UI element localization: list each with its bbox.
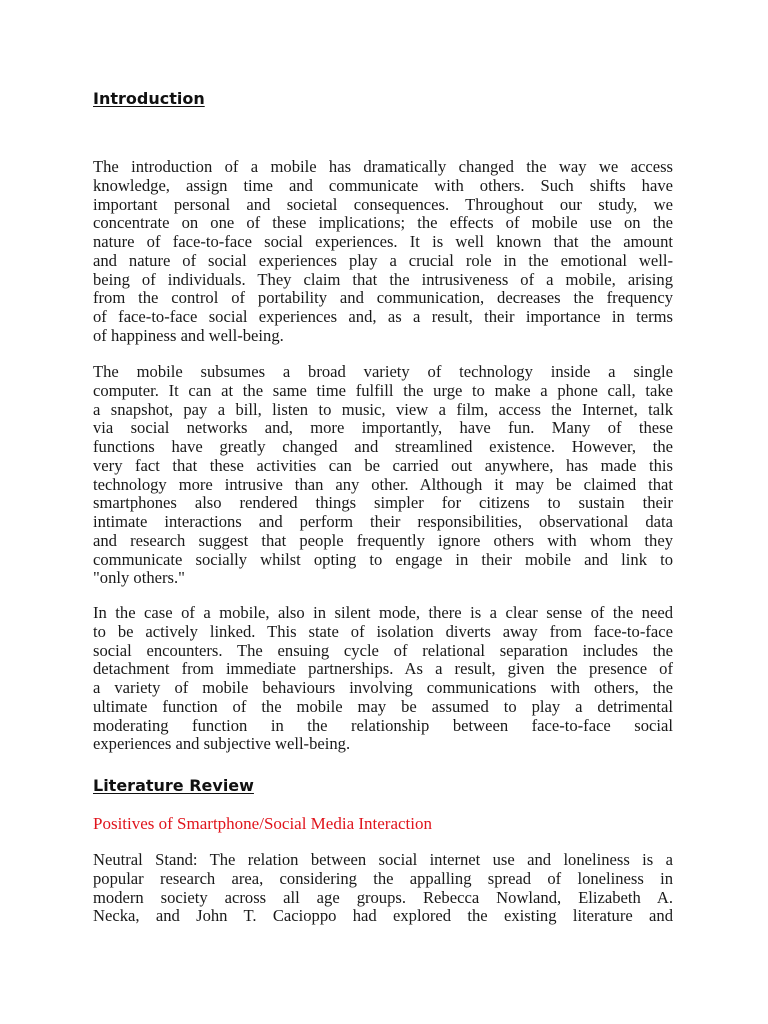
paragraph-intro-1 — [93, 158, 673, 346]
paragraph-intro-2 — [93, 363, 673, 588]
text-line: communicate socially whilst opting to engage in their mobile and link to — [93, 549, 673, 569]
text-line: nature of face-to-face social experiences. It is well known that the amount — [93, 232, 673, 251]
text-line: being of individuals. They claim that the intrusiveness of a mobile, arising — [93, 269, 673, 289]
text-line: "only others." — [93, 568, 185, 588]
text-line: to be actively linked. This state of isolation diverts away from face-to-face — [93, 621, 673, 641]
text-line: popular research area, considering the appalling spread of loneliness in — [93, 868, 673, 888]
text-line: of face-to-face social experiences and, as a result, their importance in terms — [93, 307, 673, 326]
text-line: very fact that these activities can be carried out anywhere, has made this — [93, 455, 673, 475]
text-line: of happiness and well-being. — [93, 325, 284, 345]
paragraph-intro-3 — [93, 604, 673, 754]
text-line: social encounters. The ensuing cycle of relational separation includes the — [93, 640, 673, 660]
text-line: and nature of social experiences play a crucial role in the emotional well- — [93, 250, 673, 270]
heading-literature-review: Literature Review — [93, 776, 254, 795]
text-line: experiences and subjective well-being. — [93, 734, 351, 754]
text-line: In the case of a mobile, also in silent mode, there is a clear sense of the need — [93, 603, 673, 622]
text-line: concentrate on one of these implications; the effects of mobile use on the — [93, 213, 673, 233]
text-line: from the control of portability and communication, decreases the frequency — [93, 288, 673, 308]
text-line: Neutral Stand: The relation between social internet use and loneliness is a — [93, 850, 673, 869]
text-line: The introduction of a mobile has dramatically changed the way we access — [93, 157, 673, 176]
subheading-positives: Positives of Smartphone/Social Media Interaction — [93, 814, 432, 833]
paragraph-neutral-stand — [93, 851, 673, 926]
text-line: technology more intrusive than any other. Although it may be claimed that — [93, 474, 673, 494]
text-line: computer. It can at the same time fulfill the urge to make a phone call, take — [93, 380, 673, 400]
text-line: moderating function in the relationship between face-to-face social — [93, 715, 673, 735]
text-line: a variety of mobile behaviours involving communications with others, the — [93, 678, 673, 697]
text-line: ultimate function of the mobile may be assumed to play a detrimental — [93, 696, 673, 716]
text-line: and research suggest that people frequently ignore others with whom they — [93, 530, 673, 550]
text-line: functions have greatly changed and streamlined existence. However, the — [93, 437, 673, 456]
text-line: a snapshot, pay a bill, listen to music, view a film, access the Internet, talk — [93, 399, 673, 419]
text-line: knowledge, assign time and communicate with others. Such shifts have — [93, 175, 673, 195]
text-line: The mobile subsumes a broad variety of technology inside a single — [93, 362, 673, 381]
heading-introduction: Introduction — [93, 89, 205, 108]
text-line: detachment from immediate partnerships. As a result, given the presence of — [93, 659, 673, 679]
text-line: via social networks and, more importantly, have fun. Many of these — [93, 418, 673, 438]
text-line: smartphones also rendered things simpler for citizens to sustain their — [93, 493, 673, 513]
text-line: Necka, and John T. Cacioppo had explored the existing literature and — [93, 906, 673, 926]
text-line: modern society across all age groups. Rebecca Nowland, Elizabeth A. — [93, 887, 673, 907]
text-line: intimate interactions and perform their responsibilities, observational data — [93, 512, 673, 531]
text-line: important personal and societal consequences. Throughout our study, we — [93, 194, 673, 214]
